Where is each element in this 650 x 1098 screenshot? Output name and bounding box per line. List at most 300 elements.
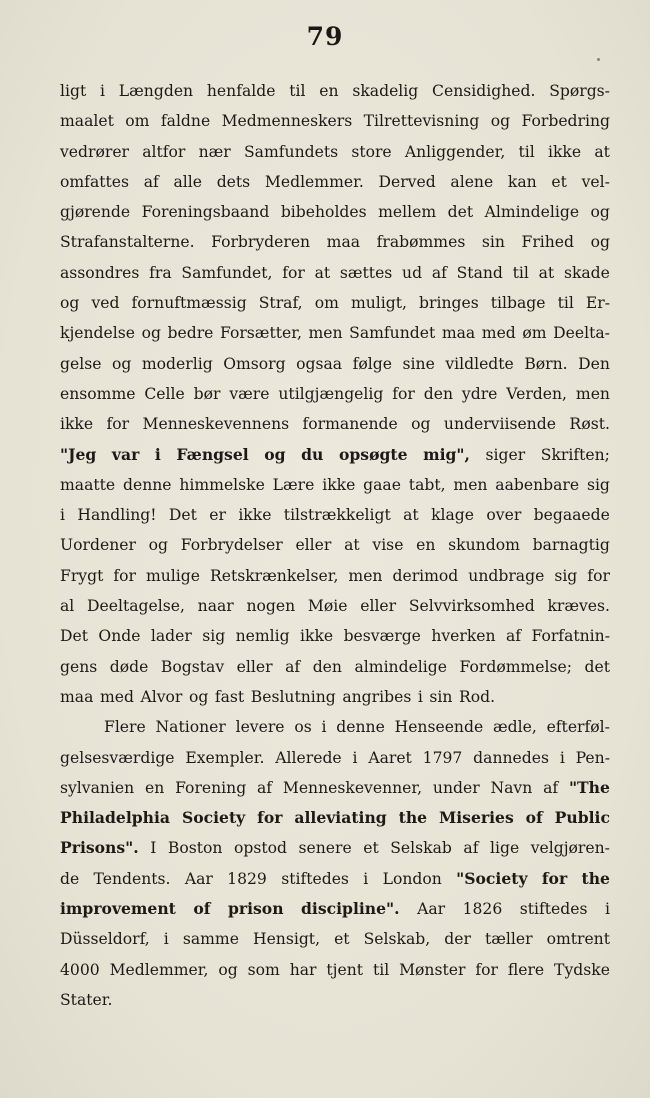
- word: i: [559, 748, 565, 767]
- text-line: [60, 833, 610, 863]
- word: skundom: [448, 536, 520, 555]
- word: Beslutning: [250, 687, 336, 706]
- text-line: [60, 621, 610, 651]
- word: ydre: [461, 384, 498, 403]
- word: var: [111, 444, 140, 464]
- word: Samfundet,: [181, 263, 273, 282]
- word: omfattes: [60, 172, 130, 191]
- word: opsøgte: [338, 444, 408, 464]
- word: Boston: [167, 839, 223, 858]
- word: Public: [554, 808, 610, 828]
- text-line: [60, 76, 610, 106]
- word: den: [423, 384, 454, 403]
- word: senere: [298, 839, 352, 858]
- word: er: [209, 506, 226, 525]
- word: for: [282, 263, 305, 282]
- word: Strafanstalterne.: [60, 233, 195, 252]
- word: fast: [214, 687, 245, 706]
- word: om: [125, 112, 150, 131]
- word: al: [60, 597, 75, 616]
- text-line: [60, 440, 610, 470]
- word: Fængsel: [176, 444, 249, 464]
- word: denne: [122, 475, 172, 494]
- word: det: [447, 203, 474, 222]
- word: i: [417, 687, 423, 706]
- word: 1826: [462, 900, 503, 919]
- word: Samfundets: [243, 142, 339, 161]
- word: af: [506, 627, 522, 646]
- word: aabenbare: [495, 475, 580, 494]
- word: improvement: [60, 899, 176, 919]
- word: I: [150, 839, 157, 858]
- word: følge: [352, 354, 392, 373]
- word: angribes: [342, 687, 412, 706]
- word: Forfatnin-: [531, 627, 610, 646]
- word: Tilrettevisning: [363, 112, 480, 131]
- word: for: [106, 415, 130, 434]
- word: of: [525, 808, 543, 828]
- word: ikke: [238, 506, 272, 525]
- word: moderlig: [141, 354, 213, 373]
- word: Stater.: [60, 990, 113, 1009]
- text-line: [60, 137, 610, 167]
- word: fornuftmæssig: [131, 294, 247, 313]
- word: gjørende: [60, 203, 131, 222]
- text-line: [60, 773, 610, 803]
- word: bedre: [167, 324, 214, 343]
- word: Aar: [184, 869, 213, 888]
- text-line: [60, 894, 610, 924]
- word: ensomme: [60, 384, 136, 403]
- word: af: [256, 778, 273, 797]
- text-line: [60, 409, 610, 439]
- word: det: [584, 657, 610, 676]
- word: underviisende: [443, 415, 556, 434]
- word: Menneskevennens: [142, 415, 290, 434]
- word: muligt,: [350, 294, 407, 313]
- word: Det: [168, 506, 197, 525]
- word: Skriften;: [540, 445, 610, 464]
- word: for: [392, 384, 415, 403]
- word: Retskrænkelser,: [209, 566, 339, 585]
- text-line: [60, 500, 610, 530]
- word: discipline".: [301, 899, 400, 919]
- word: og: [141, 324, 161, 343]
- word: maalet: [60, 112, 114, 131]
- word: af: [143, 172, 159, 191]
- word: ikke: [60, 415, 94, 434]
- word: maa: [441, 324, 476, 343]
- word: en: [416, 536, 436, 555]
- word: maa: [326, 233, 361, 252]
- word: og: [590, 203, 610, 222]
- word: en: [145, 778, 165, 797]
- word: Allerede: [275, 748, 342, 767]
- word: Forbryderen: [211, 233, 311, 252]
- word: fra: [149, 263, 172, 282]
- word: formanende: [302, 415, 398, 434]
- word: Forsætter,: [219, 324, 302, 343]
- word: med: [481, 324, 516, 343]
- word: Bogstav: [160, 657, 225, 676]
- word: the: [398, 808, 428, 828]
- word: men: [348, 566, 383, 585]
- word: ogsaa: [296, 354, 343, 373]
- word: maatte: [60, 475, 116, 494]
- word: være: [229, 384, 270, 403]
- word: denne: [336, 718, 385, 737]
- word: ædle,: [492, 718, 537, 737]
- text-line: [60, 349, 610, 379]
- word: til: [372, 960, 390, 979]
- word: over: [486, 506, 522, 525]
- page-number: 79: [306, 22, 344, 51]
- word: Børn.: [524, 354, 568, 373]
- word: Tydske: [554, 960, 610, 979]
- word: nogen: [246, 597, 296, 616]
- word: gaae: [363, 475, 401, 494]
- word: den: [312, 657, 342, 676]
- word: Aar: [417, 900, 446, 919]
- body-text: [60, 76, 610, 1015]
- word: klage: [431, 506, 475, 525]
- word: Stand: [456, 263, 503, 282]
- word: Uordener: [60, 536, 136, 555]
- word: samme: [182, 930, 239, 949]
- word: mellem: [378, 203, 437, 222]
- word: Nationer: [155, 718, 226, 737]
- text-line: [60, 288, 610, 318]
- word: mig",: [423, 444, 470, 464]
- word: af: [431, 263, 447, 282]
- word: vildledte: [445, 354, 514, 373]
- paper-speck: [597, 58, 600, 61]
- word: i: [154, 444, 161, 464]
- word: skadelig: [352, 82, 419, 100]
- word: undbrage: [468, 566, 545, 585]
- word: sylvanien: [60, 778, 135, 797]
- word: os: [294, 718, 312, 737]
- word: at: [538, 263, 555, 282]
- word: Frihed: [521, 233, 575, 252]
- word: og: [218, 960, 238, 979]
- word: du: [301, 444, 324, 464]
- word: assondres: [60, 263, 140, 282]
- word: sin: [429, 687, 453, 706]
- word: Society: [181, 808, 246, 828]
- word: døde: [109, 657, 149, 676]
- word: Derved: [378, 172, 436, 191]
- word: for: [587, 566, 610, 585]
- word: himmelske: [179, 475, 265, 494]
- word: mulige: [145, 566, 200, 585]
- text-line: [60, 985, 610, 1015]
- word: Alvor: [140, 687, 183, 706]
- word: ikke: [548, 142, 582, 161]
- word: de: [60, 869, 80, 888]
- word: et: [334, 930, 350, 949]
- word: Samfundet: [349, 324, 436, 343]
- word: og: [264, 444, 286, 464]
- word: i: [363, 869, 369, 888]
- word: at: [314, 263, 331, 282]
- word: Omsorg: [223, 354, 286, 373]
- word: i: [60, 506, 65, 525]
- word: i: [352, 748, 358, 767]
- word: sig: [202, 627, 226, 646]
- word: for: [541, 868, 568, 888]
- word: alle: [173, 172, 202, 191]
- text-line: [60, 197, 610, 227]
- word: skade: [563, 263, 610, 282]
- word: dets: [216, 172, 251, 191]
- text-line: [60, 864, 610, 894]
- word: Verden,: [506, 384, 568, 403]
- word: og: [411, 415, 431, 434]
- text-line: [60, 167, 610, 197]
- word: og: [188, 687, 209, 706]
- word: at: [594, 142, 610, 161]
- word: Menneskevenner,: [282, 778, 423, 797]
- word: Straf,: [258, 294, 303, 313]
- word: alene: [450, 172, 494, 191]
- word: sig: [554, 566, 578, 585]
- word: et: [363, 839, 379, 858]
- word: men: [453, 475, 488, 494]
- text-line: [60, 652, 610, 682]
- word: store: [351, 142, 392, 161]
- word: til: [557, 294, 574, 313]
- word: eller: [360, 597, 397, 616]
- word: under: [432, 778, 480, 797]
- word: at: [403, 506, 419, 525]
- text-line: [60, 530, 610, 560]
- word: tjent: [326, 960, 364, 979]
- word: Det: [60, 627, 88, 646]
- word: "The: [568, 777, 610, 797]
- word: for: [475, 960, 498, 979]
- word: Forbedring: [521, 112, 610, 131]
- word: Selskab,: [363, 930, 431, 949]
- word: med: [99, 687, 134, 706]
- word: der: [444, 930, 471, 949]
- word: vedrører: [60, 142, 129, 161]
- word: "Jeg: [60, 444, 97, 464]
- word: Onde: [98, 627, 141, 646]
- word: Deelta-: [553, 324, 610, 343]
- word: og: [60, 294, 80, 313]
- word: bringes: [419, 294, 479, 313]
- word: kræves.: [547, 597, 610, 616]
- word: stiftedes: [281, 869, 349, 888]
- word: til: [518, 142, 535, 161]
- word: henfalde: [206, 82, 276, 100]
- word: tilbage: [490, 294, 546, 313]
- text-line: [60, 955, 610, 985]
- word: Celle: [144, 384, 185, 403]
- word: altfor: [142, 142, 186, 161]
- word: derimod: [392, 566, 459, 585]
- text-line: [60, 803, 610, 833]
- word: for: [113, 566, 136, 585]
- word: Foreningsbaand: [141, 203, 270, 222]
- word: Düsseldorf,: [60, 930, 150, 949]
- word: til: [512, 263, 529, 282]
- word: kan: [507, 172, 537, 191]
- word: ligt: [60, 82, 87, 100]
- word: 1797: [422, 748, 463, 767]
- word: Forbrydelser: [180, 536, 283, 555]
- word: bør: [193, 384, 221, 403]
- word: hverken: [431, 627, 496, 646]
- word: kjendelse: [60, 324, 135, 343]
- word: the: [581, 868, 610, 888]
- word: sin: [481, 233, 505, 252]
- text-line: [60, 712, 610, 742]
- word: frabømmes: [376, 233, 466, 252]
- text-line: [60, 743, 610, 773]
- word: Exempler.: [185, 748, 265, 767]
- word: Selvvirksomhed: [408, 597, 535, 616]
- word: Prisons".: [60, 838, 139, 858]
- word: stiftedes: [519, 900, 588, 919]
- word: prison: [227, 899, 284, 919]
- word: til: [289, 82, 306, 100]
- word: faldne: [160, 112, 211, 131]
- word: Den: [578, 354, 610, 373]
- word: gens: [60, 657, 98, 676]
- word: Fordømmelse;: [459, 657, 572, 676]
- word: om: [314, 294, 339, 313]
- word: dannedes: [473, 748, 549, 767]
- word: Er-: [585, 294, 610, 313]
- word: sine: [402, 354, 435, 373]
- word: Forening: [175, 778, 247, 797]
- word: af: [543, 778, 559, 797]
- word: Deeltagelse,: [87, 597, 185, 616]
- word: Medmenneskers: [221, 112, 353, 131]
- word: Spørgs-: [549, 82, 610, 100]
- word: Medlemmer.: [264, 172, 364, 191]
- word: Miseries: [439, 808, 514, 828]
- word: Tendents.: [93, 869, 171, 888]
- word: gelsesværdige: [60, 748, 175, 767]
- text-line: [60, 379, 610, 409]
- word: siger: [485, 445, 526, 464]
- word: i: [605, 900, 610, 919]
- word: i: [100, 82, 106, 100]
- word: en: [319, 82, 339, 100]
- word: Røst.: [569, 415, 610, 434]
- word: som: [247, 960, 280, 979]
- word: men: [308, 324, 343, 343]
- word: et: [551, 172, 567, 191]
- word: Frygt: [60, 566, 104, 585]
- word: at: [344, 536, 360, 555]
- text-line: [60, 924, 610, 954]
- word: Aaret: [368, 748, 412, 767]
- word: 4000: [60, 960, 100, 979]
- word: alleviating: [294, 808, 387, 828]
- word: sig: [586, 475, 610, 494]
- word: og: [148, 536, 169, 555]
- word: efterføl-: [546, 718, 610, 737]
- word: utilgjængelig: [278, 384, 384, 403]
- word: vel-: [581, 172, 610, 191]
- word: almindelige: [354, 657, 447, 676]
- word: Anliggender,: [404, 142, 506, 161]
- word: nær: [198, 142, 231, 161]
- word: omtrent: [546, 930, 610, 949]
- word: vise: [372, 536, 404, 555]
- word: of: [193, 899, 211, 919]
- word: "Society: [456, 868, 528, 888]
- text-line: [60, 561, 610, 591]
- word: sættes: [339, 263, 393, 282]
- word: Flere: [104, 718, 146, 737]
- word: Almindelige: [484, 203, 580, 222]
- word: Hensigt,: [252, 930, 321, 949]
- word: naar: [197, 597, 234, 616]
- word: Handling!: [77, 506, 157, 525]
- word: gelse: [60, 354, 102, 373]
- word: Rod.: [459, 687, 496, 706]
- word: ikke: [300, 627, 334, 646]
- word: nemlig: [235, 627, 290, 646]
- word: lader: [150, 627, 192, 646]
- word: eller: [295, 536, 332, 555]
- word: for: [257, 808, 283, 828]
- word: bibeholdes: [280, 203, 367, 222]
- word: levere: [235, 718, 285, 737]
- word: ikke: [322, 475, 356, 494]
- word: besværge: [343, 627, 421, 646]
- word: og: [490, 112, 511, 131]
- word: flere: [507, 960, 545, 979]
- word: Navn: [490, 778, 533, 797]
- text-line: [60, 227, 610, 257]
- word: London: [382, 869, 442, 888]
- word: ved: [91, 294, 120, 313]
- text-line: [60, 106, 610, 136]
- text-line: [60, 258, 610, 288]
- word: i: [321, 718, 327, 737]
- word: tabt,: [408, 475, 446, 494]
- word: 1829: [227, 869, 267, 888]
- word: barnagtig: [532, 536, 610, 555]
- word: øm: [522, 324, 547, 343]
- word: begaaede: [533, 506, 610, 525]
- word: eller: [236, 657, 273, 676]
- word: Censidighed.: [432, 82, 536, 100]
- word: Philadelphia: [60, 808, 171, 828]
- word: maa: [60, 687, 94, 706]
- word: velgjøren-: [530, 839, 610, 858]
- text-line: [60, 591, 610, 621]
- word: Selskab: [390, 839, 452, 858]
- word: Længden: [118, 82, 194, 100]
- word: Medlemmer,: [109, 960, 209, 979]
- word: tæller: [484, 930, 533, 949]
- word: Pen-: [575, 748, 610, 767]
- word: har: [289, 960, 317, 979]
- text-line: [60, 470, 610, 500]
- text-line: [60, 682, 610, 712]
- word: ud: [402, 263, 423, 282]
- word: af: [463, 839, 479, 858]
- word: men: [575, 384, 610, 403]
- word: Lære: [272, 475, 315, 494]
